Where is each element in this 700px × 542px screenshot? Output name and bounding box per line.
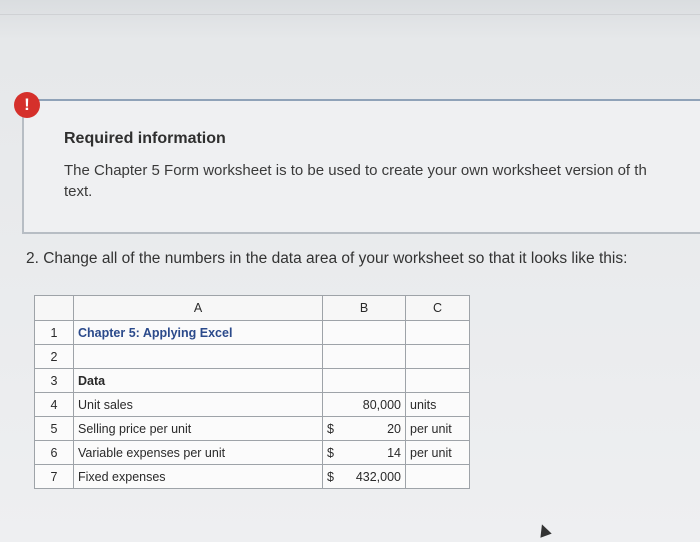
table-row [35,369,470,393]
info-text-line-1: The Chapter 5 Form worksheet is to be used to create your own worksheet version of th [64,162,647,179]
cell-b2 [323,345,406,369]
row-number: 5 [35,417,74,441]
table-row [35,393,470,417]
table-row [35,465,470,489]
worksheet-table [34,295,470,489]
column-header-row [35,296,470,321]
cell-c1 [406,321,470,345]
cell-a5: Selling price per unit [74,417,323,441]
currency-symbol: $ [327,445,334,460]
cell-b3 [323,369,406,393]
cell-c2 [406,345,470,369]
row-number: 1 [35,321,74,345]
row-number: 6 [35,441,74,465]
cell-b6 [323,441,406,465]
cell-c5: per unit [406,417,470,441]
cell-value: 20 [387,421,401,436]
top-divider [0,14,700,15]
table-row [35,417,470,441]
row-number: 3 [35,369,74,393]
currency-symbol: $ [327,421,334,436]
cell-a4: Unit sales [74,393,323,417]
info-title: Required information [64,130,226,147]
cell-c3 [406,369,470,393]
row-number: 4 [35,393,74,417]
cell-a7: Fixed expenses [74,465,323,489]
info-text-line-2: text. [64,183,93,200]
question-text: 2. Change all of the numbers in the data area of your worksheet so that it looks like this: [26,250,628,267]
cell-value: 14 [387,445,401,460]
cell-c6: per unit [406,441,470,465]
cell-b4: 80,000 [323,393,406,417]
cell-value: 432,000 [355,469,401,484]
row-number: 7 [35,465,74,489]
cell-a2 [74,345,323,369]
table-row [35,345,470,369]
table-row [35,441,470,465]
cell-c7 [406,465,470,489]
cell-b7 [323,465,406,489]
alert-icon: ! [14,92,40,118]
cell-b1 [323,321,406,345]
cell-c4: units [406,393,470,417]
table-row [35,321,470,345]
cell-a1: Chapter 5: Applying Excel [74,321,323,345]
cell-a3: Data [74,369,323,393]
cell-b5 [323,417,406,441]
mouse-cursor-icon [536,522,551,537]
column-header-a: A [74,296,323,321]
row-number: 2 [35,345,74,369]
column-header-b: B [323,296,406,321]
cell-a6: Variable expenses per unit [74,441,323,465]
info-text [64,160,700,202]
corner-cell [35,296,74,321]
column-header-c: C [406,296,470,321]
currency-symbol: $ [327,469,334,484]
